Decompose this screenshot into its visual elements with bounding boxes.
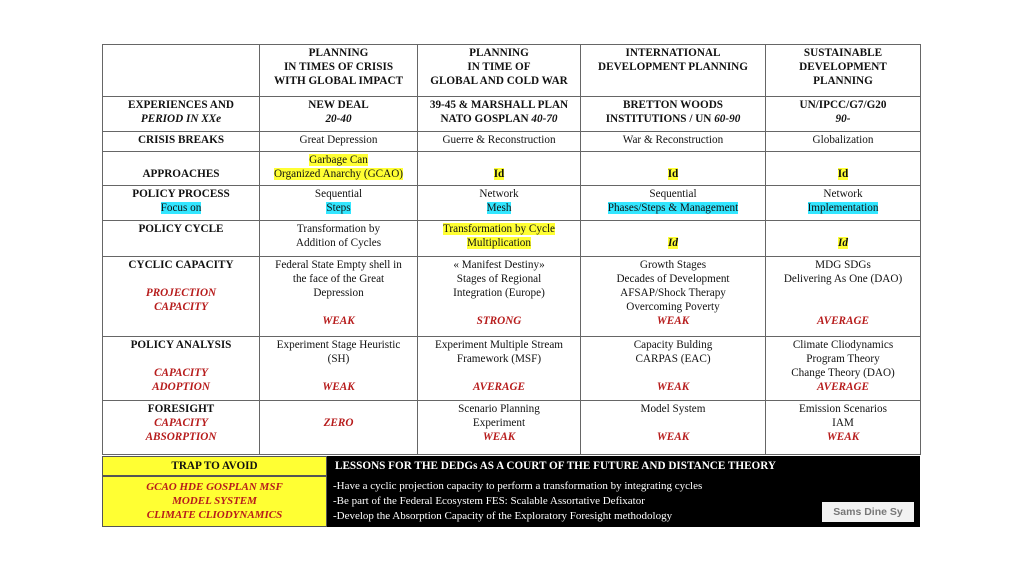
rating-badge: WEAK — [656, 431, 690, 443]
cell-approaches-c4: Id — [766, 152, 921, 186]
cell-cyclic-capacity-c2: « Manifest Destiny» Stages of Regional Integration (Europe) STRONG — [418, 257, 581, 337]
cell-policy-process-c2: Network Mesh — [418, 186, 581, 221]
cell-crisis-c2: Guerre & Reconstruction — [418, 132, 581, 152]
lesson-item: -Develop the Absorption Capacity of the Exploratory Foresight methodology — [333, 510, 673, 522]
cell-crisis-c3: War & Reconstruction — [581, 132, 766, 152]
experiences-row — [103, 97, 921, 132]
cell-approaches-c1: Garbage Can Organized Anarchy (GCAO) — [260, 152, 418, 186]
header-row — [103, 45, 921, 97]
cell-policy-process-c3: Sequential Phases/Steps & Management — [581, 186, 766, 221]
header-sustainable-development: SUSTAINABLE DEVELOPMENT PLANNING — [766, 45, 921, 97]
rating-badge: WEAK — [826, 431, 860, 443]
cell-approaches-c2: Id — [418, 152, 581, 186]
lessons-title: LESSONS FOR THE DEDGs AS A COURT OF THE FUTURE AND DISTANCE THEORY — [327, 456, 920, 476]
cell-experiences-c1: NEW DEAL 20-40 — [260, 97, 418, 132]
row-label-foresight: FORESIGHT CAPACITY ABSORPTION — [103, 401, 260, 455]
lessons-list — [327, 476, 920, 527]
row-label-approaches: APPROACHES — [103, 152, 260, 186]
cell-foresight-c3: Model System WEAK — [581, 401, 766, 455]
row-label-crisis: CRISIS BREAKS — [103, 132, 260, 152]
rating-badge: AVERAGE — [816, 381, 870, 393]
cell-policy-analysis-c1: Experiment Stage Heuristic (SH) WEAK — [260, 337, 418, 401]
cell-cyclic-capacity-c4: MDG SDGs Delivering As One (DAO) AVERAGE — [766, 257, 921, 337]
policy-cycle-row — [103, 221, 921, 257]
cell-policy-cycle-c3: Id — [581, 221, 766, 257]
header-cold-war-planning: PLANNING IN TIME OF GLOBAL AND COLD WAR — [418, 45, 581, 97]
cell-cyclic-capacity-c1: Federal State Empty shell in the face of the Great Depression WEAK — [260, 257, 418, 337]
row-label-policy-analysis: POLICY ANALYSIS CAPACITY ADOPTION — [103, 337, 260, 401]
conclusion-band — [102, 456, 920, 527]
cell-experiences-c3: BRETTON WOODS INSTITUTIONS / UN 60-90 — [581, 97, 766, 132]
header-crisis-planning: PLANNING IN TIMES OF CRISIS WITH GLOBAL IMPACT — [260, 45, 418, 97]
policy-analysis-row — [103, 337, 921, 401]
row-label-cyclic-capacity: CYCLIC CAPACITY PROJECTION CAPACITY — [103, 257, 260, 337]
trap-list — [102, 476, 327, 527]
rating-badge: AVERAGE — [472, 381, 526, 393]
lesson-item: -Be part of the Federal Ecosystem FES: Scalable Assortative Defixator — [333, 495, 645, 507]
rating-badge: WEAK — [656, 381, 690, 393]
trap-item: MODEL SYSTEM — [172, 495, 257, 507]
rating-badge: ZERO — [323, 417, 354, 429]
cell-policy-cycle-c4: Id — [766, 221, 921, 257]
cell-policy-cycle-c1: Transformation by Addition of Cycles — [260, 221, 418, 257]
rating-badge: WEAK — [656, 315, 690, 327]
crisis-row — [103, 132, 921, 152]
foresight-row — [103, 401, 921, 455]
trap-item: GCAO HDE GOSPLAN MSF — [146, 481, 283, 493]
cell-policy-analysis-c2: Experiment Multiple Stream Framework (MSF) AVERAGE — [418, 337, 581, 401]
row-label-policy-process: POLICY PROCESS Focus on — [103, 186, 260, 221]
cell-experiences-c2: 39-45 & MARSHALL PLAN NATO GOSPLAN 40-70 — [418, 97, 581, 132]
lesson-item: -Have a cyclic projection capacity to perform a transformation by integrating cycles — [333, 480, 703, 492]
planning-comparison-table — [102, 44, 921, 455]
cell-foresight-c2: Scenario Planning Experiment WEAK — [418, 401, 581, 455]
cell-crisis-c4: Globalization — [766, 132, 921, 152]
cell-policy-cycle-c2: Transformation by Cycle Multiplication — [418, 221, 581, 257]
cell-policy-process-c4: Network Implementation — [766, 186, 921, 221]
approaches-row — [103, 152, 921, 186]
row-label-policy-cycle: POLICY CYCLE — [103, 221, 260, 257]
rating-badge: WEAK — [322, 315, 355, 327]
cell-foresight-c4: Emission Scenarios IAM WEAK — [766, 401, 921, 455]
rating-badge: WEAK — [322, 381, 355, 393]
cell-foresight-c1 — [260, 401, 418, 455]
trap-item: CLIMATE CLIODYNAMICS — [146, 509, 283, 521]
cell-policy-analysis-c3: Capacity Bulding CARPAS (EAC) WEAK — [581, 337, 766, 401]
row-label-experiences: EXPERIENCES AND PERIOD IN XXe — [103, 97, 260, 132]
cell-experiences-c4: UN/IPCC/G7/G20 90- — [766, 97, 921, 132]
cell-crisis-c1: Great Depression — [260, 132, 418, 152]
rating-badge: WEAK — [482, 431, 516, 443]
rating-badge: AVERAGE — [816, 315, 870, 327]
policy-process-row — [103, 186, 921, 221]
rating-badge: STRONG — [476, 315, 522, 327]
cell-policy-analysis-c4: Climate Cliodynamics Program Theory Change Theory (DAO) AVERAGE — [766, 337, 921, 401]
cell-cyclic-capacity-c3: Growth Stages Decades of Development AFSAP/Shock Therapy Overcoming Poverty WEAK — [581, 257, 766, 337]
author-signature: Sams Dine Sy — [822, 502, 914, 522]
cell-approaches-c3: Id — [581, 152, 766, 186]
header-empty-cell — [103, 45, 260, 97]
header-international-development: INTERNATIONAL DEVELOPMENT PLANNING — [581, 45, 766, 97]
cell-policy-process-c1: Sequential Steps — [260, 186, 418, 221]
cyclic-capacity-row — [103, 257, 921, 337]
trap-title: TRAP TO AVOID — [102, 456, 327, 476]
